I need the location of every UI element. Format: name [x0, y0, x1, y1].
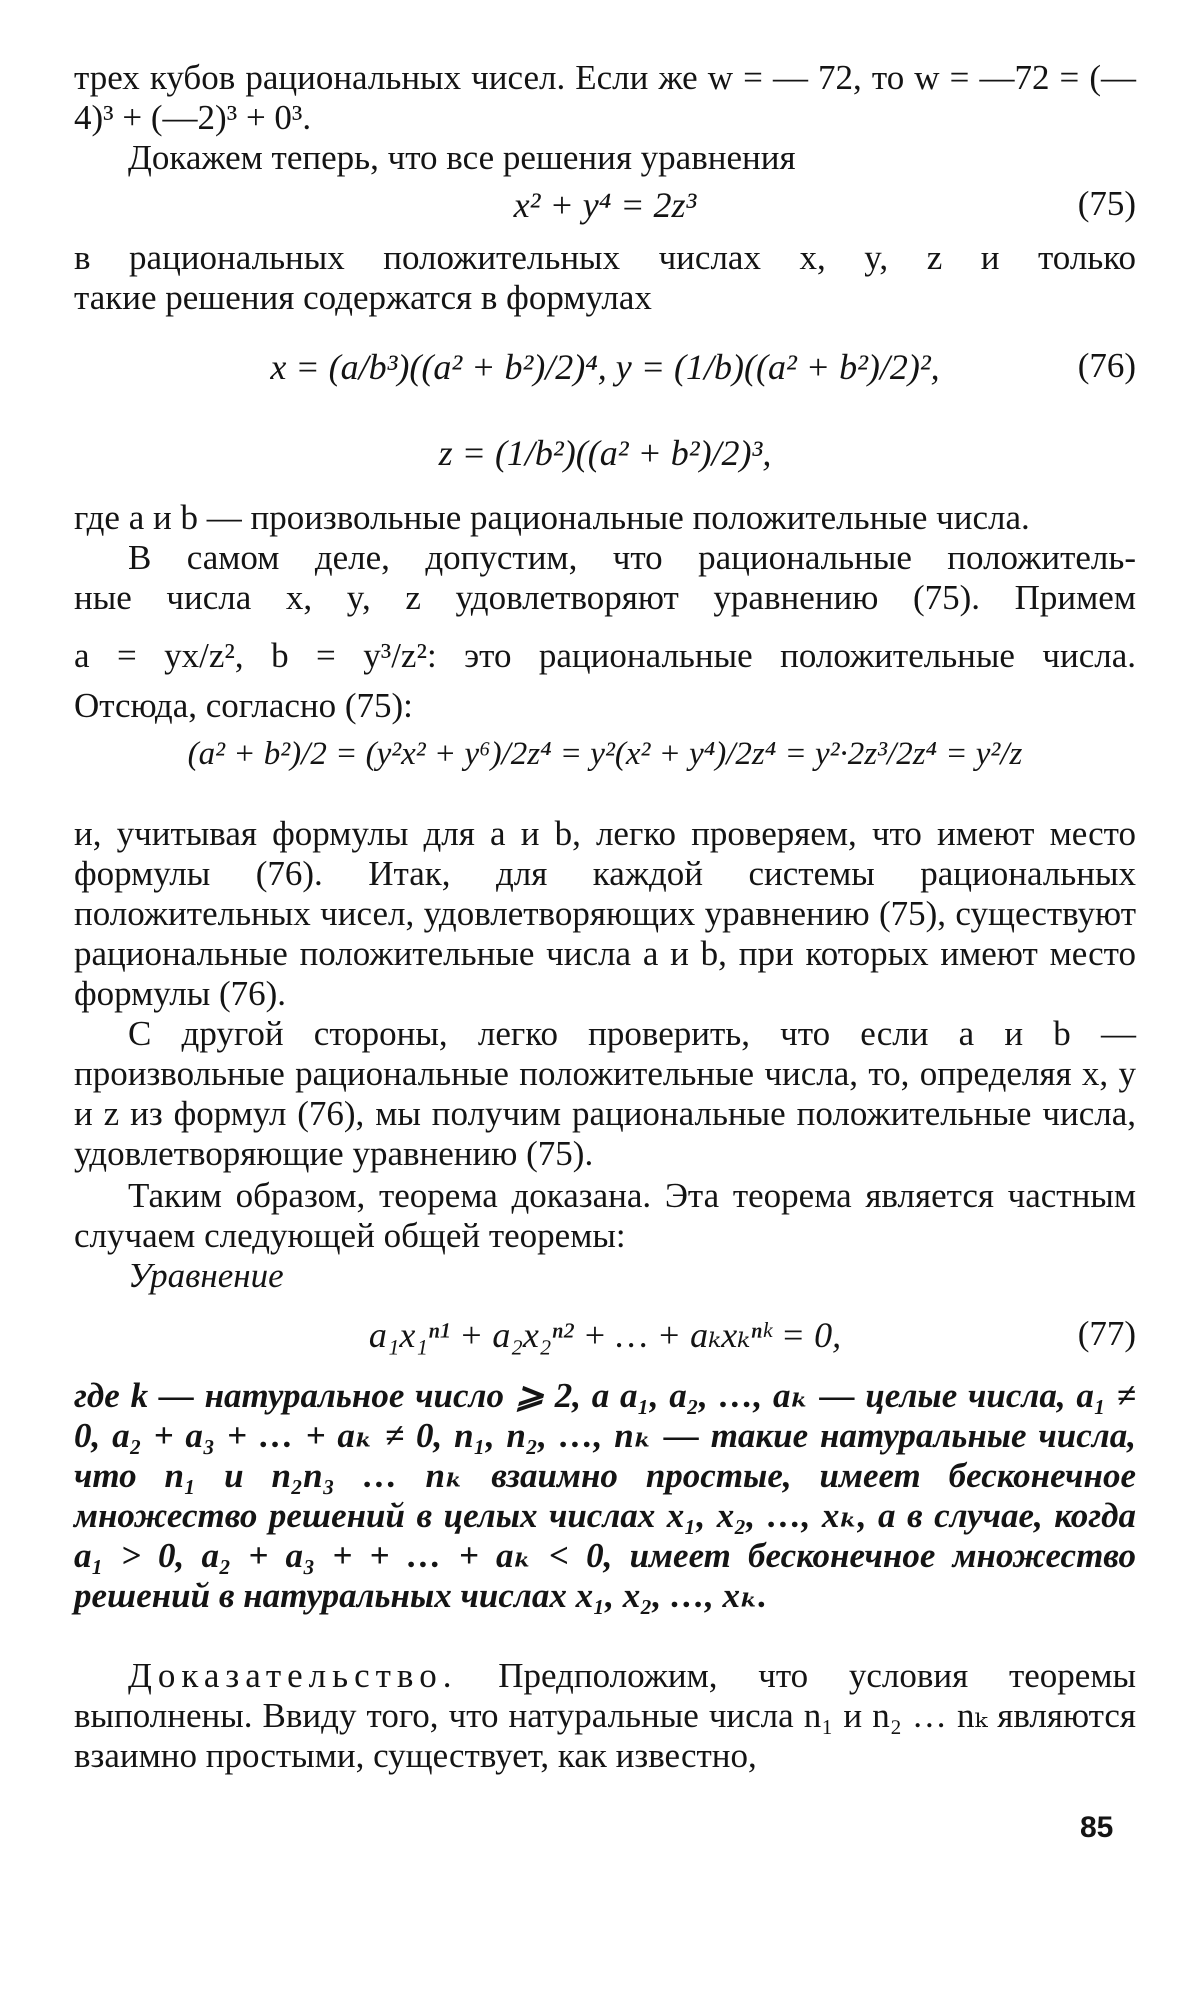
paragraph-equation-label-text: Уравнение — [128, 1256, 284, 1295]
equation-77-number: (77) — [1077, 1314, 1136, 1353]
paragraph-considering-text: и, учитывая формулы для a и b, легко проверяем, что имеют место формулы (76). Итак, для каждой системы рациональных положительных чисел, удовлетворяющих уравнению (75), существуют рациональные положительные числа a и b, при которых имеют место формулы (76). — [74, 814, 1136, 1013]
paragraph-indeed — [74, 538, 1136, 726]
paragraph-equation-label — [74, 1256, 1136, 1296]
paragraph-where-text: где a и b — произвольные рациональные положительные числа. — [74, 498, 1030, 537]
paragraph-where — [74, 498, 1136, 538]
proof-text: Предположим, что условия теоремы выполнены. Ввиду того, что натуральные числа n₁ и n₂ … nₖ являются взаимно простыми, существует, как известно, — [74, 1656, 1136, 1775]
theorem-statement — [74, 1376, 1136, 1616]
equation-77 — [74, 1308, 1136, 1366]
equation-75-body: x² + y⁴ = 2z³ — [513, 185, 697, 225]
paragraph-indeed-line-3: a = yx/z², b = y³/z²: это рациональные положительные числа. — [74, 636, 1136, 675]
paragraph-other-side-text: С другой стороны, легко проверить, что если a и b — произвольные рациональные положительные числа, то, определяя x, y и z из формул (76), мы получим рациональные положительные числа, удовлетворяющие уравнению (75). — [74, 1014, 1136, 1173]
paragraph-solutions — [74, 238, 1136, 318]
equation-76-second-line — [74, 420, 1136, 484]
paragraph-prove-text: Докажем теперь, что все решения уравнения — [128, 138, 796, 177]
equation-76-xy: x = (a/b³)((a² + b²)/2)⁴, y = (1/b)((a² + b²)/2)², — [270, 347, 940, 387]
theorem-statement-text: где k — натуральное число ⩾ 2, a a₁, a₂, …, aₖ — целые числа, a₁ ≠ 0, a₂ + a₃ + … + aₖ ≠ 0, n₁, n₂, …, nₖ — такие натуральные числа, что n₁ и n₂n₃ … nₖ взаимно простые, имеет бесконечное множество решений в целых числах x₁, x₂, …, xₖ, а в случае, когда a₁ > 0, a₂ + a₃ + + … + aₖ < 0, имеет бесконечное множество решений в натуральных числах x₁, x₂, …, xₖ. — [74, 1376, 1136, 1615]
equation-76-z: z = (1/b²)((a² + b²)/2)³, — [438, 433, 772, 473]
equation-chain — [74, 724, 1136, 786]
equation-75 — [74, 178, 1136, 232]
paragraph-thus-text: Таким образом, теорема доказана. Эта теорема является частным случаем следующей общей теоремы: — [74, 1176, 1136, 1255]
equation-76-first-line — [74, 334, 1136, 398]
equation-75-number: (75) — [1077, 184, 1136, 223]
paragraph-intro — [74, 58, 1136, 138]
equation-76-number: (76) — [1077, 346, 1136, 385]
paragraph-proof — [74, 1656, 1136, 1776]
paragraph-solutions-line-1: в рациональных положительных числах x, y, z и только — [74, 238, 1136, 277]
proof-heading: Доказательство. — [128, 1656, 458, 1695]
paragraph-indeed-line-4: Отсюда, согласно (75): — [74, 686, 413, 725]
paragraph-considering — [74, 814, 1136, 1014]
equation-chain-body: (a² + b²)/2 = (y²x² + y⁶)/2z⁴ = y²(x² + y⁴)/2z⁴ = y²·2z³/2z⁴ = y²/z — [187, 736, 1023, 772]
paragraph-intro-text: трех кубов рациональных чисел. Если же w = — 72, то w = —72 = (—4)³ + (—2)³ + 0³. — [74, 58, 1136, 137]
paragraph-thus — [74, 1176, 1136, 1256]
paragraph-indeed-line-2: ные числа x, y, z удовлетворяют уравнению (75). Примем — [74, 578, 1136, 617]
paragraph-indeed-line-1: В самом деле, допустим, что рациональные положитель- — [128, 538, 1136, 577]
paragraph-solutions-line-2: такие решения содержатся в формулах — [74, 278, 652, 317]
paragraph-other-side — [74, 1014, 1136, 1174]
paragraph-prove — [74, 138, 1136, 178]
page-number: 85 — [1080, 1811, 1114, 1844]
equation-77-body: a₁x₁ⁿ¹ + a₂x₂ⁿ² + … + aₖxₖⁿᵏ = 0, — [368, 1315, 842, 1355]
